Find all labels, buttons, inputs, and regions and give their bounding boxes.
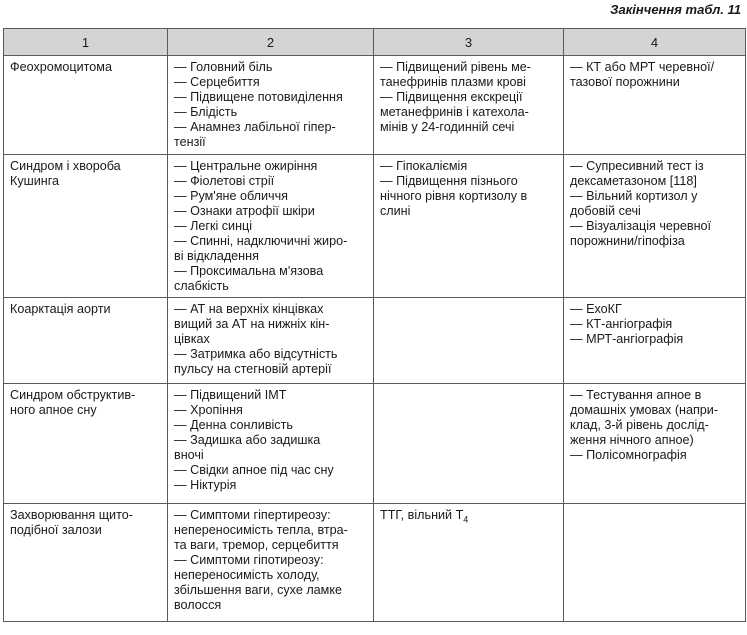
header-col-3: 3	[374, 29, 564, 56]
screening-cell	[374, 384, 564, 504]
cell-line: Захворювання щито-	[10, 508, 133, 522]
cell-line: — Супресивний тест із	[570, 159, 704, 173]
cell-line: збільшення ваги, сухе ламке	[174, 583, 342, 597]
cell-line: слині	[380, 204, 411, 218]
table-row	[4, 384, 746, 504]
cell-line: — Ніктурія	[174, 478, 237, 492]
screening-cell	[374, 504, 564, 622]
cell-line: — МРТ-ангіографія	[570, 332, 684, 346]
cell-line: Синдром і хвороба	[10, 159, 121, 173]
cell-line: подібної залози	[10, 523, 102, 537]
cell-line: — Фіолетові стрії	[174, 174, 275, 188]
cell-line: вищий за АТ на нижніх кін-	[174, 317, 330, 331]
symptoms-cell	[168, 155, 374, 298]
cell-line: — Головний біль	[174, 60, 273, 74]
screening-subscript: 4	[463, 514, 469, 525]
condition-cell	[4, 298, 168, 384]
cell-line: — Серцебиття	[174, 75, 260, 89]
cell-line: — Затримка або відсутність	[174, 347, 338, 361]
table-row	[4, 56, 746, 155]
confirmation-cell	[564, 155, 746, 298]
cell-line: клад, 3-й рівень дослід-	[570, 418, 709, 432]
screening-cell	[374, 298, 564, 384]
cell-line: нічного рівня кортизолу в	[380, 189, 528, 203]
cell-line: непереносимість тепла, втра-	[174, 523, 348, 537]
cell-line: — Хропіння	[174, 403, 243, 417]
cell-line: дексаметазоном [118]	[570, 174, 697, 188]
symptoms-cell	[168, 298, 374, 384]
cell-line: — ЕхоКГ	[570, 302, 622, 316]
cell-line: — Проксимальна м'язова	[174, 264, 324, 278]
cell-line: волосся	[174, 598, 222, 612]
cell-line: мінів у 24-годинній сечі	[380, 120, 515, 134]
cell-line: — Денна сонливість	[174, 418, 293, 432]
confirmation-cell	[564, 504, 746, 622]
cell-line: — Тестування апное в	[570, 388, 702, 402]
confirmation-cell	[564, 298, 746, 384]
cell-line: ного апное сну	[10, 403, 97, 417]
cell-line: порожнини/гіпофіза	[570, 234, 685, 248]
condition-cell	[4, 155, 168, 298]
cell-line: домашніх умовах (напри-	[570, 403, 719, 417]
symptoms-cell	[168, 384, 374, 504]
cell-line: — Спинні, надключичні жиро-	[174, 234, 348, 248]
cell-line: — Ознаки атрофії шкіри	[174, 204, 315, 218]
cell-line: пульсу на стегновій артерії	[174, 362, 332, 376]
cell-line: — АТ на верхніх кінцівках	[174, 302, 324, 316]
cell-line: — Підвищене потовиділення	[174, 90, 343, 104]
cell-line: — КТ або МРТ черевної/	[570, 60, 715, 74]
cell-line: непереносимість холоду,	[174, 568, 320, 582]
cell-line: танефринів плазми крові	[380, 75, 526, 89]
header-row	[4, 29, 746, 56]
condition-cell	[4, 384, 168, 504]
cell-line: — Візуалізація черевної	[570, 219, 712, 233]
cell-line: добовій сечі	[570, 204, 641, 218]
cell-line: Коарктація аорти	[10, 302, 111, 316]
table-row	[4, 298, 746, 384]
cell-line: цівках	[174, 332, 210, 346]
condition-cell	[4, 56, 168, 155]
confirmation-cell	[564, 384, 746, 504]
diagnostics-table	[3, 28, 746, 622]
table-row	[4, 155, 746, 298]
cell-line: ження нічного апное)	[570, 433, 694, 447]
screening-cell	[374, 56, 564, 155]
cell-line: Кушинга	[10, 174, 60, 188]
cell-line: — Блідість	[174, 105, 238, 119]
table-caption: Закінчення табл. 11	[610, 2, 741, 17]
cell-line: — Підвищення екскреції	[380, 90, 523, 104]
cell-line: — Симптоми гіпертиреозу:	[174, 508, 331, 522]
cell-line: Феохромоцитома	[10, 60, 112, 74]
confirmation-cell	[564, 56, 746, 155]
cell-line: Синдром обструктив-	[10, 388, 136, 402]
cell-line: — Підвищений рівень ме-	[380, 60, 531, 74]
cell-line: — Підвищення пізнього	[380, 174, 518, 188]
header-col-4: 4	[564, 29, 746, 56]
cell-line: — Гіпокаліємія	[380, 159, 468, 173]
cell-line: — Центральне ожиріння	[174, 159, 318, 173]
condition-cell	[4, 504, 168, 622]
cell-line: — Анамнез лабільної гіпер-	[174, 120, 336, 134]
cell-line: — Свідки апное під час сну	[174, 463, 334, 477]
cell-line: слабкість	[174, 279, 229, 293]
cell-line: — Полісомнографія	[570, 448, 687, 462]
cell-line: тензії	[174, 135, 206, 149]
cell-line: — Задишка або задишка	[174, 433, 321, 447]
screening-cell	[374, 155, 564, 298]
header-col-2: 2	[168, 29, 374, 56]
symptoms-cell	[168, 504, 374, 622]
cell-line: ві відкладення	[174, 249, 259, 263]
cell-line: — Рум'яне обличчя	[174, 189, 288, 203]
cell-line: — Вільний кортизол у	[570, 189, 698, 203]
cell-line: вночі	[174, 448, 204, 462]
symptoms-cell	[168, 56, 374, 155]
table-row	[4, 504, 746, 622]
cell-line: — Симптоми гіпотиреозу:	[174, 553, 324, 567]
cell-line: — Легкі синці	[174, 219, 253, 233]
cell-line: — Підвищений ІМТ	[174, 388, 287, 402]
cell-line: та ваги, тремор, серцебиття	[174, 538, 339, 552]
screening-text: ТТГ, вільний Т	[380, 508, 464, 522]
cell-line: тазової порожнини	[570, 75, 680, 89]
cell-line: метанефринів і катехола-	[380, 105, 529, 119]
header-col-1: 1	[4, 29, 168, 56]
cell-line: — КТ-ангіографія	[570, 317, 673, 331]
